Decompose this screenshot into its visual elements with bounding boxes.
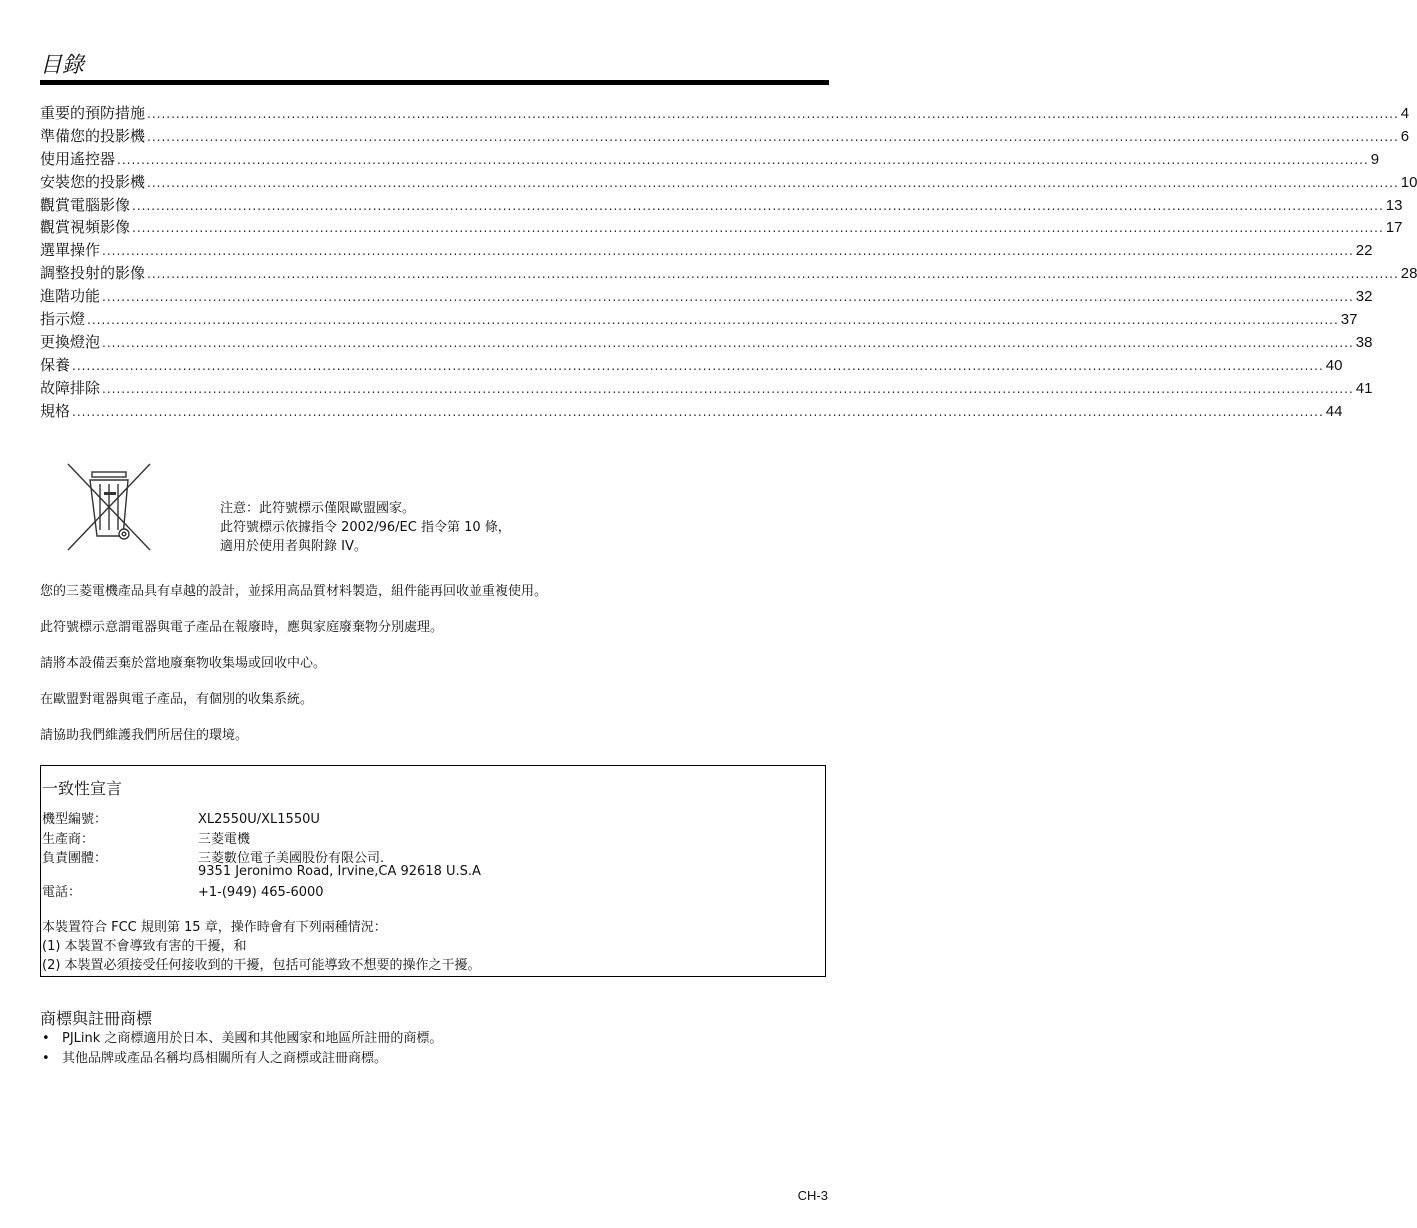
toc-entry-page: 10 bbox=[1400, 173, 1417, 191]
declaration-of-conformity-box bbox=[40, 765, 826, 977]
toc-dot-leader: .................................................................................................................................................................................................................................................................... bbox=[147, 107, 1399, 121]
toc-entry-label: 準備您的投影機 bbox=[40, 126, 146, 145]
weee-note-line: 適用於使用者與附錄 IV。 bbox=[220, 539, 367, 554]
toc-entry[interactable] bbox=[40, 378, 1373, 401]
toc-entry-label: 保養 bbox=[40, 355, 71, 374]
fcc-statement: 本裝置符合 FCC 規則第 15 章，操作時會有下列兩種情況： bbox=[42, 920, 387, 935]
maker-row bbox=[42, 828, 250, 847]
title-rule bbox=[40, 80, 829, 85]
toc-entry[interactable] bbox=[40, 126, 1410, 149]
toc-entry[interactable] bbox=[40, 172, 1417, 195]
responsible-address: 9351 Jeronimo Road, Irvine,CA 92618 U.S.A bbox=[198, 864, 481, 879]
toc-entry-page: 40 bbox=[1325, 356, 1343, 374]
table-of-contents bbox=[40, 103, 1417, 423]
toc-entry-page: 4 bbox=[1400, 105, 1410, 122]
environment-paragraph: 請協助我們維護我們所居住的環境。 bbox=[40, 728, 249, 743]
crossed-out-wheelie-bin-icon bbox=[66, 462, 152, 552]
weee-note-line: 此符號標示依據指令 2002/96/EC 指令第 10 條， bbox=[220, 520, 511, 535]
phone-row bbox=[42, 881, 324, 900]
toc-entry-page: 32 bbox=[1355, 288, 1373, 306]
toc-entry-label: 指示燈 bbox=[40, 310, 86, 329]
list-item bbox=[40, 1029, 442, 1049]
toc-entry-label: 安裝您的投影機 bbox=[40, 172, 146, 191]
toc-entry[interactable] bbox=[40, 195, 1403, 218]
fcc-condition-1: (1) 本裝置不會導致有害的干擾，和 bbox=[42, 939, 247, 954]
responsible-label: 負責團體： bbox=[42, 851, 108, 866]
toc-entry-label: 觀賞電腦影像 bbox=[40, 195, 131, 214]
maker-label: 生產商： bbox=[42, 832, 95, 847]
bullet-icon: • bbox=[42, 1051, 50, 1066]
model-label: 機型編號： bbox=[42, 812, 108, 827]
weee-note-line: 注意：此符號標示僅限歐盟國家。 bbox=[220, 501, 416, 516]
list-item bbox=[40, 1049, 442, 1069]
toc-entry[interactable] bbox=[40, 240, 1373, 263]
maker-value: 三菱電機 bbox=[198, 832, 251, 847]
model-row bbox=[42, 808, 320, 827]
weee-note bbox=[220, 499, 511, 556]
toc-entry[interactable] bbox=[40, 263, 1417, 286]
toc-entry[interactable] bbox=[40, 217, 1403, 240]
toc-entry[interactable] bbox=[40, 401, 1343, 424]
toc-entry-label: 選單操作 bbox=[40, 241, 101, 260]
toc-dot-leader: .................................................................................................................................................................................................................................................................... bbox=[102, 335, 1354, 350]
trademarks-list bbox=[40, 1029, 442, 1069]
recycle-paragraph: 您的三菱電機產品具有卓越的設計，並採用高品質材料製造，組件能再回收並重複使用。 bbox=[40, 584, 548, 599]
eu-system-paragraph: 在歐盟對電器與電子產品，有個別的收集系統。 bbox=[40, 692, 314, 707]
toc-entry-page: 22 bbox=[1355, 242, 1373, 260]
responsible-value: 三菱數位電子美國股份有限公司. bbox=[198, 851, 385, 866]
toc-entry-page: 38 bbox=[1355, 333, 1373, 351]
toc-dot-leader: .................................................................................................................................................................................................................................................................... bbox=[147, 267, 1399, 282]
fcc-condition-2: (2) 本裝置必須接受任何接收到的干擾，包括可能導致不想要的操作之干擾。 bbox=[42, 958, 481, 973]
toc-dot-leader: .................................................................................................................................................................................................................................................................... bbox=[87, 313, 1339, 328]
toc-entry-label: 更換燈泡 bbox=[40, 332, 101, 351]
trademark-text: PJLink 之商標適用於日本、美國和其他國家和地區所註冊的商標。 bbox=[62, 1031, 443, 1046]
toc-entry[interactable] bbox=[40, 103, 1410, 126]
toc-entry-page: 41 bbox=[1355, 379, 1373, 397]
toc-dot-leader: .................................................................................................................................................................................................................................................................... bbox=[132, 198, 1384, 213]
toc-entry-label: 觀賞視頻影像 bbox=[40, 218, 131, 237]
toc-entry-page: 28 bbox=[1400, 265, 1417, 283]
toc-entry-page: 9 bbox=[1370, 150, 1380, 168]
phone-value: +1-(949) 465-6000 bbox=[198, 885, 324, 900]
toc-dot-leader: .................................................................................................................................................................................................................................................................... bbox=[132, 221, 1384, 236]
trademarks-title: 商標與註冊商標 bbox=[40, 1009, 153, 1028]
toc-dot-leader: .................................................................................................................................................................................................................................................................... bbox=[147, 175, 1399, 190]
toc-dot-leader: .................................................................................................................................................................................................................................................................... bbox=[72, 358, 1324, 373]
toc-entry[interactable] bbox=[40, 309, 1358, 332]
toc-entry[interactable] bbox=[40, 332, 1373, 355]
toc-entry-label: 調整投射的影像 bbox=[40, 264, 146, 283]
toc-entry[interactable] bbox=[40, 355, 1343, 378]
toc-entry-page: 13 bbox=[1385, 196, 1403, 214]
toc-dot-leader: .................................................................................................................................................................................................................................................................... bbox=[102, 381, 1354, 396]
toc-entry-label: 進階功能 bbox=[40, 287, 101, 306]
toc-entry-page: 17 bbox=[1385, 219, 1403, 237]
toc-entry-page: 44 bbox=[1325, 402, 1343, 420]
model-value: XL2550U/XL1550U bbox=[198, 812, 320, 827]
disposal-paragraph: 此符號標示意謂電器與電子產品在報廢時，應與家庭廢棄物分別處理。 bbox=[40, 620, 444, 635]
toc-entry-label: 使用遙控器 bbox=[40, 149, 116, 168]
toc-entry-page: 6 bbox=[1400, 127, 1410, 145]
phone-label: 電話： bbox=[42, 885, 82, 900]
toc-dot-leader: .................................................................................................................................................................................................................................................................... bbox=[117, 152, 1369, 167]
conformity-title: 一致性宣言 bbox=[42, 779, 123, 798]
toc-entry[interactable] bbox=[40, 286, 1373, 309]
toc-entry-label: 重要的預防措施 bbox=[40, 104, 146, 122]
toc-entry-page: 37 bbox=[1340, 311, 1358, 329]
toc-dot-leader: .................................................................................................................................................................................................................................................................... bbox=[72, 404, 1324, 419]
trademark-text: 其他品牌或產品名稱均爲相關所有人之商標或註冊商標。 bbox=[62, 1051, 388, 1066]
page-title: 目錄 bbox=[40, 53, 85, 78]
toc-entry-label: 故障排除 bbox=[40, 378, 101, 397]
page-number: CH-3 bbox=[797, 1188, 828, 1203]
toc-entry-label: 規格 bbox=[40, 401, 71, 420]
toc-entry[interactable] bbox=[40, 149, 1380, 172]
toc-dot-leader: .................................................................................................................................................................................................................................................................... bbox=[102, 290, 1354, 305]
bullet-icon: • bbox=[42, 1031, 50, 1046]
toc-dot-leader: .................................................................................................................................................................................................................................................................... bbox=[147, 129, 1399, 144]
collection-paragraph: 請將本設備丟棄於當地廢棄物收集場或回收中心。 bbox=[40, 656, 327, 671]
toc-dot-leader: .................................................................................................................................................................................................................................................................... bbox=[102, 244, 1354, 259]
